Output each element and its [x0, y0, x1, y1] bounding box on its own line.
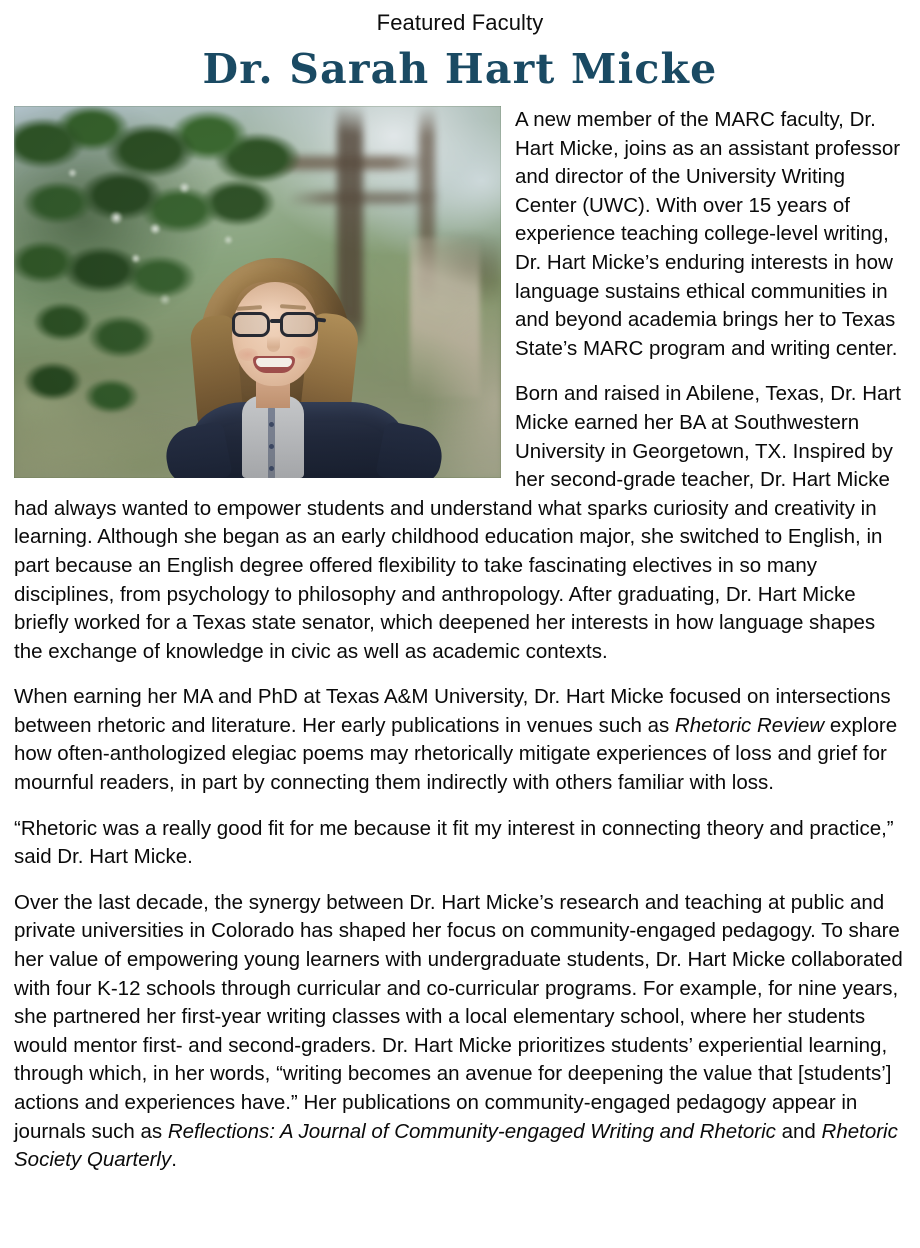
subject-cardigan-button — [269, 466, 274, 471]
kicker-featured-faculty: Featured Faculty — [376, 10, 544, 35]
subject-nose — [267, 336, 280, 352]
article-body — [14, 106, 906, 1175]
text-run: . — [171, 1148, 177, 1172]
newsletter-page — [0, 10, 920, 1248]
publication-title: Rhetoric Review — [674, 713, 825, 737]
text-run: and — [775, 1119, 822, 1143]
article-paragraph — [14, 683, 906, 797]
publication-title: Rhetoric Society Quarterly — [14, 1119, 898, 1172]
subject-smiling-mouth — [253, 356, 295, 373]
subject-cardigan-button — [269, 422, 274, 427]
text-run: When earning her MA and PhD at Texas A&M University, Dr. Hart Micke focused on intersections between rhetoric and literature. Her early publications in venues such as — [14, 685, 891, 737]
eyeglass-left-lens — [232, 312, 270, 337]
text-run: “Rhetoric was a really good fit for me because it fit my interest in connecting theory and practice,” said Dr. Hart Micke. — [14, 816, 894, 869]
subject-left-sleeve — [161, 421, 233, 478]
subject-right-cheek — [292, 346, 312, 359]
text-run: explore how often-anthologized elegiac poems may rhetorically mitigate experiences of loss and grief for mournful readers, in part by connecting them indirectly with others familiar with loss. — [14, 713, 898, 795]
eyeglass-right-lens — [280, 312, 318, 337]
text-run: A new member of the MARC faculty, Dr. Hart Micke, joins as an assistant professor and director of the University Writing Center (UWC). With over 15 years of experience teaching college-level writing, Dr. Hart Micke’s enduring interests in how language sustains ethical communities in and beyond academia brings her to Texas State’s MARC program and writing center. — [515, 108, 901, 360]
text-run: Born and raised in Abilene, Texas, Dr. Hart Micke earned her BA at Southwestern University in Georgetown, TX. Inspired by her second-grade teacher, Dr. Hart Micke had always wanted to empower students and understand what sparks curiosity and creativity in learning. Although she began as an early childhood education major, she switched to English, in part because an English degree offered flexibility to take fascinating electives in so many disciplines, from psychology to philosophy and anthropology. After graduating, Dr. Hart Micke briefly worked for a Texas state senator, which deepened her interests in how language shapes the exchange of knowledge in civic as well as academic contexts. — [14, 382, 901, 663]
subject-eyeglasses — [230, 312, 322, 338]
article-paragraph — [14, 815, 906, 872]
text-run: Over the last decade, the synergy between Dr. Hart Micke’s research and teaching at public and private universities in Colorado has shaped her focus on community-engaged pedagogy. To share her value of empowering young learners with undergraduate students, Dr. Hart Micke collaborated with four K-12 schools through curricular and co-curricular programs. For example, for nine years, she partnered her first-year writing classes with a local elementary school, where her students would mentor first- and second-graders. Dr. Hart Micke prioritizes students’ experiential learning, through which, in her words, “writing becomes an avenue for deepening the value that [students’] actions and experiences have.” Her publications on community-engaged pedagogy appear in journals such as — [14, 890, 903, 1143]
publication-title: Reflections: A Journal of Community-engaged Writing and Rhetoric — [167, 1119, 776, 1143]
subject-teeth — [256, 358, 292, 367]
eyeglass-bridge — [270, 319, 282, 323]
subject-right-sleeve — [375, 421, 447, 478]
subject-cardigan-button — [269, 444, 274, 449]
photo-subject-person — [164, 256, 444, 478]
faculty-portrait-photo — [14, 106, 501, 478]
page-title: Dr. Sarah Hart Micke — [202, 45, 718, 93]
article-paragraph — [14, 889, 906, 1175]
